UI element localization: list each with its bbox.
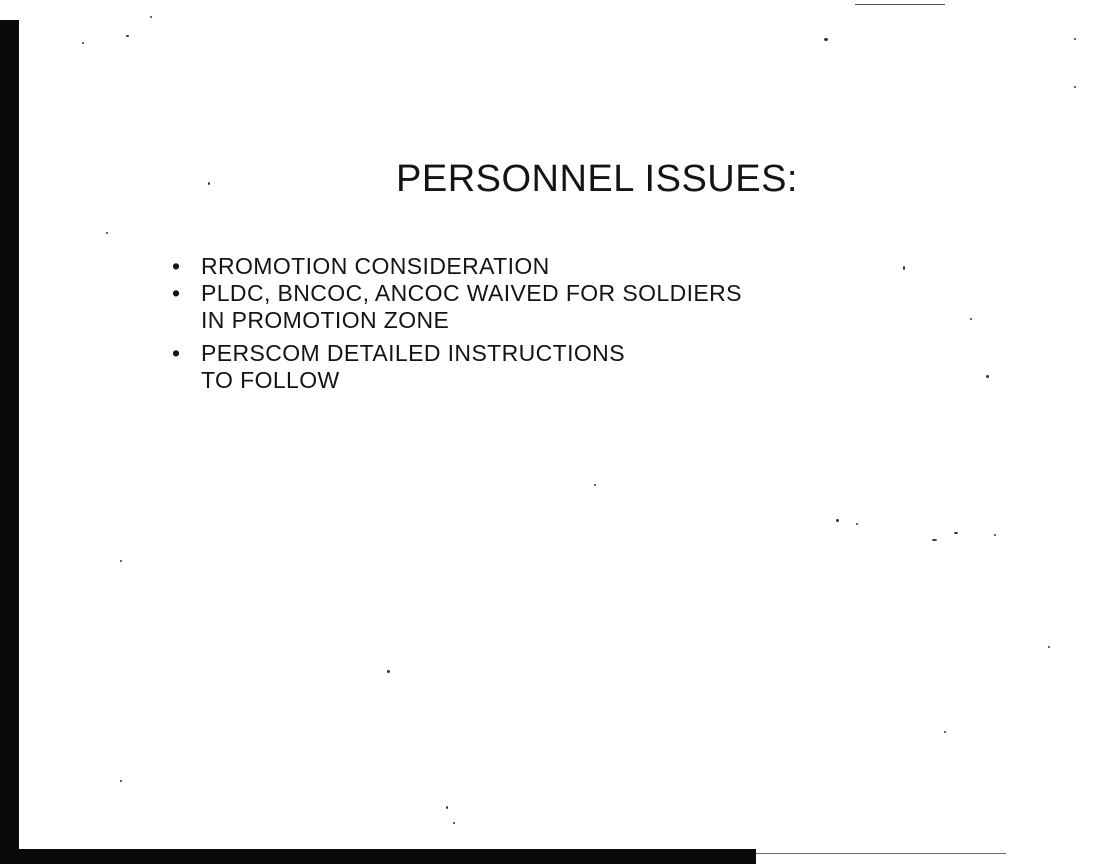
scan-speck [954, 532, 958, 534]
scan-speck [986, 375, 989, 378]
scan-speck [126, 35, 129, 37]
scan-speck [453, 822, 455, 824]
scan-speck [120, 780, 122, 782]
scan-speck [944, 731, 946, 733]
scan-top-line [855, 4, 945, 5]
bullet-text: RROMOTION CONSIDERATION [201, 253, 550, 279]
scan-speck [994, 534, 996, 536]
scan-speck [836, 519, 839, 522]
scan-speck [1048, 646, 1050, 648]
scan-left-edge [0, 20, 19, 864]
scan-speck [1074, 38, 1076, 40]
scan-speck [446, 806, 448, 809]
bullet-item [172, 280, 742, 334]
scan-speck [824, 38, 828, 41]
scan-speck [208, 182, 210, 185]
bullet-dot-icon: • [172, 253, 181, 279]
bullet-text-continued: TO FOLLOW [201, 367, 340, 393]
scan-speck [903, 266, 905, 270]
scan-bottom-line [756, 853, 1006, 854]
bullet-item [172, 340, 742, 394]
bullet-text: PLDC, BNCOC, ANCOC WAIVED FOR SOLDIERS [201, 280, 742, 306]
scan-speck [387, 670, 390, 673]
scan-speck [82, 42, 84, 44]
scan-speck [1074, 86, 1076, 88]
bullet-dot-icon: • [172, 340, 181, 366]
slide-title: PERSONNEL ISSUES: [396, 158, 798, 200]
scan-speck [120, 560, 122, 562]
scan-speck [856, 523, 858, 525]
scan-speck [150, 16, 152, 18]
bullet-item [172, 253, 742, 280]
scan-speck [106, 232, 108, 234]
scan-speck [594, 484, 596, 486]
bullet-text: PERSCOM DETAILED INSTRUCTIONS [201, 340, 625, 366]
scan-bottom-edge [0, 849, 756, 864]
bullet-list [172, 253, 742, 394]
scan-speck [932, 539, 937, 541]
scan-speck [970, 318, 972, 320]
bullet-text-continued: IN PROMOTION ZONE [201, 307, 450, 333]
bullet-dot-icon: • [172, 280, 181, 306]
